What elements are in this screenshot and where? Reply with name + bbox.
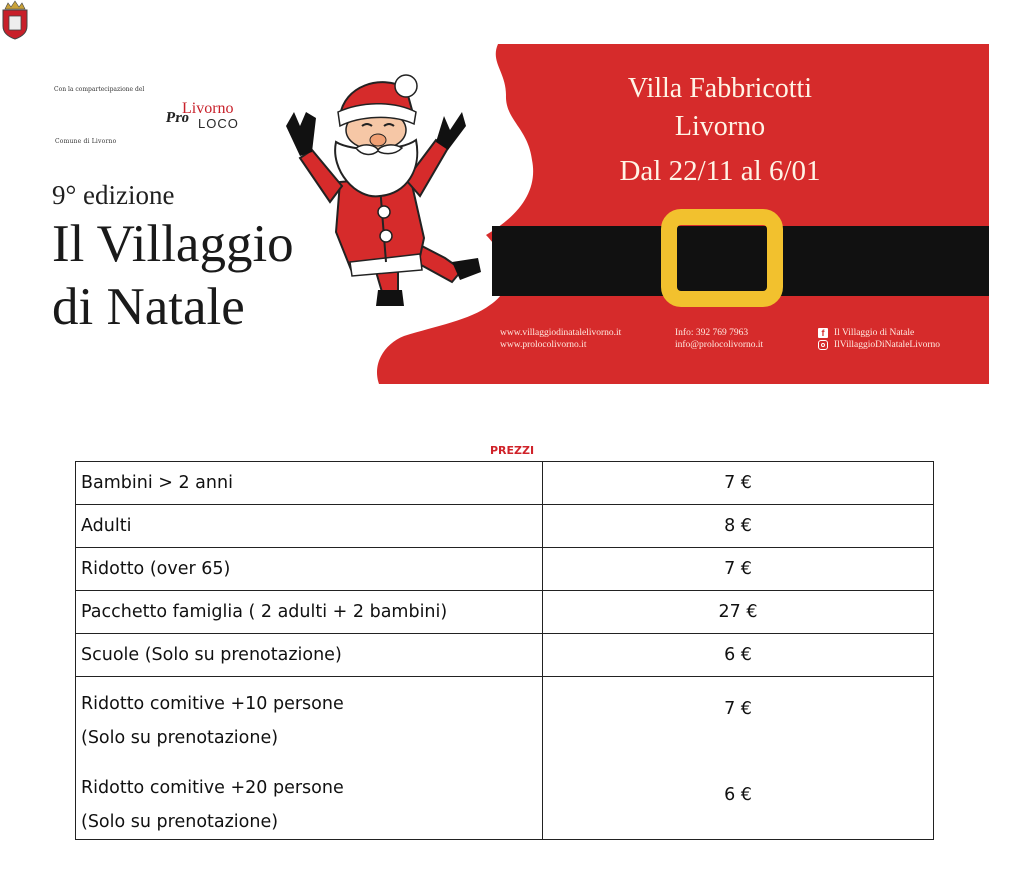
group-note: (Solo su prenotazione) (81, 812, 279, 832)
group-prices (543, 677, 934, 840)
proloco-pro-text: Pro (164, 110, 191, 126)
website-link[interactable]: www.villaggiodinatalelivorno.it (500, 328, 622, 338)
comune-crest-icon (0, 0, 30, 40)
prices-title: PREZZI (489, 444, 535, 457)
price-label: Bambini > 2 anni (76, 462, 543, 505)
proloco-livorno-text: Livorno (182, 100, 234, 117)
price-label: Adulti (76, 505, 543, 548)
facebook-link[interactable] (818, 327, 940, 339)
event-dates: Dal 22/11 al 6/01 (619, 155, 821, 187)
group-item (81, 687, 537, 755)
website-link[interactable]: www.prolocolivorno.it (500, 340, 587, 350)
instagram-label: IlVillaggioDiNataleLivorno (834, 340, 941, 350)
price-value: 7 € (724, 699, 752, 719)
price-value: 8 € (543, 505, 934, 548)
instagram-icon (818, 340, 828, 350)
price-value: 7 € (543, 462, 934, 505)
price-label: Ridotto (over 65) (76, 548, 543, 591)
price-value: 6 € (724, 785, 752, 805)
email-link[interactable]: info@prolocolivorno.it (675, 340, 764, 350)
group-labels (76, 677, 543, 840)
event-banner (0, 0, 1024, 400)
price-value: 7 € (543, 548, 934, 591)
price-label: Pacchetto famiglia ( 2 adulti + 2 bambini) (76, 591, 543, 634)
belt (492, 226, 989, 296)
table-row (76, 634, 934, 677)
event-title-line1: Il Villaggio (52, 215, 294, 273)
group-item (81, 771, 537, 839)
table-row (76, 548, 934, 591)
table-row-groups (76, 677, 934, 840)
facebook-icon: f (818, 328, 828, 338)
instagram-link[interactable] (818, 339, 940, 351)
group-note: (Solo su prenotazione) (81, 728, 279, 748)
santa-illustration (286, 75, 481, 306)
price-label: Scuole (Solo su prenotazione) (76, 634, 543, 677)
group-label: Ridotto comitive +10 persone (81, 694, 344, 714)
table-row (76, 591, 934, 634)
table-row (76, 462, 934, 505)
credit-text: Con la compartecipazione del (54, 86, 145, 93)
price-value: 6 € (543, 634, 934, 677)
social-links (818, 327, 940, 351)
event-title-line2: di Natale (52, 278, 245, 336)
phone-number: Info: 392 769 7963 (675, 328, 749, 338)
price-value: 27 € (543, 591, 934, 634)
edition-label: 9° edizione (52, 180, 175, 210)
proloco-loco-text: LOCO (198, 116, 239, 131)
table-row (76, 505, 934, 548)
contact-info (675, 327, 763, 351)
venue-name: Villa Fabbricotti (627, 73, 813, 104)
comune-label: Comune di Livorno (55, 138, 117, 145)
group-label: Ridotto comitive +20 persone (81, 778, 344, 798)
websites (500, 327, 621, 351)
facebook-label: Il Villaggio di Natale (834, 328, 915, 338)
venue-city: Livorno (674, 111, 766, 142)
prices-table (75, 461, 934, 840)
